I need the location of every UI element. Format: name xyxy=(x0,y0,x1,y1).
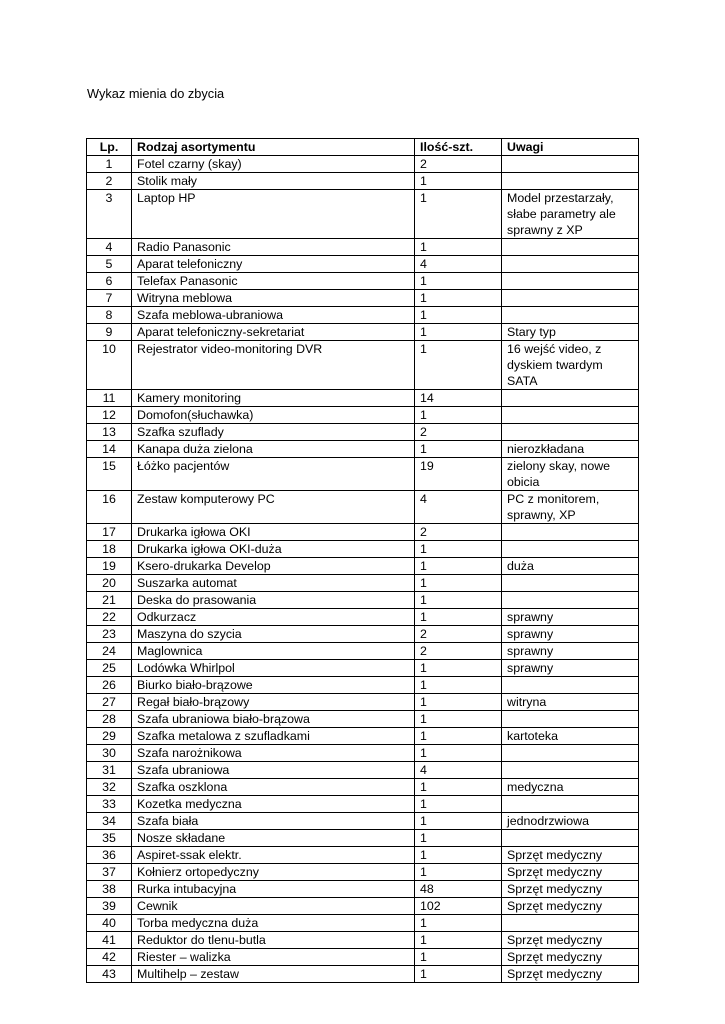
row-item-name: Aparat telefoniczny-sekretariat xyxy=(132,324,415,341)
row-lp: 37 xyxy=(87,864,132,881)
row-lp: 14 xyxy=(87,441,132,458)
row-notes xyxy=(502,256,639,273)
row-item-name: Szafka oszklona xyxy=(132,779,415,796)
table-row xyxy=(87,677,639,694)
row-item-name: Suszarka automat xyxy=(132,575,415,592)
row-quantity: 2 xyxy=(415,524,502,541)
row-lp: 29 xyxy=(87,728,132,745)
row-notes: jednodrzwiowa xyxy=(502,813,639,830)
row-quantity: 2 xyxy=(415,626,502,643)
row-quantity: 1 xyxy=(415,173,502,190)
row-lp: 4 xyxy=(87,239,132,256)
table-row xyxy=(87,524,639,541)
row-notes: Sprzęt medyczny xyxy=(502,898,639,915)
row-quantity: 1 xyxy=(415,307,502,324)
table-row xyxy=(87,694,639,711)
table-row xyxy=(87,424,639,441)
row-quantity: 1 xyxy=(415,558,502,575)
table-row xyxy=(87,813,639,830)
row-notes: Sprzęt medyczny xyxy=(502,949,639,966)
row-lp: 10 xyxy=(87,341,132,390)
row-quantity: 4 xyxy=(415,256,502,273)
row-lp: 13 xyxy=(87,424,132,441)
table-row xyxy=(87,643,639,660)
row-item-name: Odkurzacz xyxy=(132,609,415,626)
row-notes xyxy=(502,407,639,424)
row-item-name: Rejestrator video-monitoring DVR xyxy=(132,341,415,390)
row-lp: 15 xyxy=(87,458,132,491)
row-lp: 25 xyxy=(87,660,132,677)
row-notes xyxy=(502,575,639,592)
row-lp: 17 xyxy=(87,524,132,541)
table-row xyxy=(87,762,639,779)
row-notes xyxy=(502,156,639,173)
table-row xyxy=(87,966,639,983)
row-item-name: Telefax Panasonic xyxy=(132,273,415,290)
table-row xyxy=(87,458,639,491)
row-lp: 33 xyxy=(87,796,132,813)
row-notes: sprawny xyxy=(502,660,639,677)
row-lp: 27 xyxy=(87,694,132,711)
row-quantity: 1 xyxy=(415,864,502,881)
table-row xyxy=(87,626,639,643)
row-notes xyxy=(502,524,639,541)
row-quantity: 48 xyxy=(415,881,502,898)
row-notes: Sprzęt medyczny xyxy=(502,881,639,898)
table-row xyxy=(87,779,639,796)
header-lp: Lp. xyxy=(87,139,132,156)
row-lp: 26 xyxy=(87,677,132,694)
table-row xyxy=(87,273,639,290)
row-lp: 28 xyxy=(87,711,132,728)
row-item-name: Szafa biała xyxy=(132,813,415,830)
row-quantity: 1 xyxy=(415,694,502,711)
row-quantity: 1 xyxy=(415,728,502,745)
row-quantity: 1 xyxy=(415,290,502,307)
row-item-name: Multihelp – zestaw xyxy=(132,966,415,983)
row-lp: 35 xyxy=(87,830,132,847)
row-quantity: 1 xyxy=(415,575,502,592)
row-notes xyxy=(502,830,639,847)
table-row xyxy=(87,847,639,864)
table-row xyxy=(87,915,639,932)
row-item-name: Rurka intubacyjna xyxy=(132,881,415,898)
row-quantity: 2 xyxy=(415,643,502,660)
row-notes xyxy=(502,239,639,256)
row-quantity: 14 xyxy=(415,390,502,407)
table-row xyxy=(87,864,639,881)
row-quantity: 1 xyxy=(415,239,502,256)
row-item-name: Reduktor do tlenu-butla xyxy=(132,932,415,949)
row-quantity: 1 xyxy=(415,847,502,864)
row-item-name: Aparat telefoniczny xyxy=(132,256,415,273)
row-quantity: 1 xyxy=(415,677,502,694)
row-quantity: 1 xyxy=(415,915,502,932)
row-quantity: 1 xyxy=(415,660,502,677)
row-lp: 2 xyxy=(87,173,132,190)
row-item-name: Stolik mały xyxy=(132,173,415,190)
header-quantity: Ilość-szt. xyxy=(415,139,502,156)
row-notes: zielony skay, nowe obicia xyxy=(502,458,639,491)
row-notes xyxy=(502,273,639,290)
row-notes xyxy=(502,541,639,558)
table-row xyxy=(87,491,639,524)
row-item-name: Biurko biało-brązowe xyxy=(132,677,415,694)
table-row xyxy=(87,575,639,592)
row-lp: 20 xyxy=(87,575,132,592)
row-lp: 31 xyxy=(87,762,132,779)
row-item-name: Kozetka medyczna xyxy=(132,796,415,813)
row-lp: 16 xyxy=(87,491,132,524)
row-lp: 24 xyxy=(87,643,132,660)
row-notes: Sprzęt medyczny xyxy=(502,847,639,864)
row-quantity: 4 xyxy=(415,762,502,779)
row-quantity: 1 xyxy=(415,711,502,728)
row-quantity: 1 xyxy=(415,190,502,239)
row-quantity: 1 xyxy=(415,324,502,341)
row-item-name: Maszyna do szycia xyxy=(132,626,415,643)
row-quantity: 1 xyxy=(415,592,502,609)
table-row xyxy=(87,609,639,626)
row-notes: Sprzęt medyczny xyxy=(502,932,639,949)
row-notes: sprawny xyxy=(502,609,639,626)
row-item-name: Szafa meblowa-ubraniowa xyxy=(132,307,415,324)
table-row xyxy=(87,407,639,424)
row-notes xyxy=(502,745,639,762)
row-item-name: Deska do prasowania xyxy=(132,592,415,609)
row-quantity: 1 xyxy=(415,796,502,813)
table-row xyxy=(87,558,639,575)
row-notes: sprawny xyxy=(502,626,639,643)
row-notes: medyczna xyxy=(502,779,639,796)
row-item-name: Szafa ubraniowa xyxy=(132,762,415,779)
row-item-name: Kołnierz ortopedyczny xyxy=(132,864,415,881)
inventory-table xyxy=(86,138,639,983)
row-lp: 11 xyxy=(87,390,132,407)
table-row xyxy=(87,190,639,239)
row-item-name: Drukarka igłowa OKI-duża xyxy=(132,541,415,558)
row-lp: 12 xyxy=(87,407,132,424)
row-notes: 16 wejść video, z dyskiem twardym SATA xyxy=(502,341,639,390)
row-lp: 8 xyxy=(87,307,132,324)
row-lp: 7 xyxy=(87,290,132,307)
row-quantity: 1 xyxy=(415,830,502,847)
row-item-name: Cewnik xyxy=(132,898,415,915)
row-notes xyxy=(502,307,639,324)
table-row xyxy=(87,745,639,762)
row-notes xyxy=(502,390,639,407)
row-lp: 30 xyxy=(87,745,132,762)
row-item-name: Szafa narożnikowa xyxy=(132,745,415,762)
row-item-name: Aspiret-ssak elektr. xyxy=(132,847,415,864)
table-row xyxy=(87,541,639,558)
row-item-name: Kanapa duża zielona xyxy=(132,441,415,458)
row-notes: Model przestarzały, słabe parametry ale sprawny z XP xyxy=(502,190,639,239)
table-row xyxy=(87,156,639,173)
row-lp: 1 xyxy=(87,156,132,173)
row-quantity: 1 xyxy=(415,441,502,458)
table-row xyxy=(87,728,639,745)
row-item-name: Ksero-drukarka Develop xyxy=(132,558,415,575)
row-item-name: Maglownica xyxy=(132,643,415,660)
row-quantity: 2 xyxy=(415,156,502,173)
table-row xyxy=(87,660,639,677)
row-lp: 5 xyxy=(87,256,132,273)
row-notes: PC z monitorem, sprawny, XP xyxy=(502,491,639,524)
row-quantity: 1 xyxy=(415,609,502,626)
row-item-name: Domofon(słuchawka) xyxy=(132,407,415,424)
row-lp: 19 xyxy=(87,558,132,575)
row-quantity: 1 xyxy=(415,779,502,796)
table-row xyxy=(87,390,639,407)
row-notes: witryna xyxy=(502,694,639,711)
row-lp: 3 xyxy=(87,190,132,239)
row-lp: 42 xyxy=(87,949,132,966)
row-notes xyxy=(502,762,639,779)
row-item-name: Szafka szuflady xyxy=(132,424,415,441)
table-header-row xyxy=(87,139,639,156)
row-item-name: Riester – walizka xyxy=(132,949,415,966)
row-lp: 41 xyxy=(87,932,132,949)
row-item-name: Drukarka igłowa OKI xyxy=(132,524,415,541)
table-row xyxy=(87,173,639,190)
table-row xyxy=(87,592,639,609)
row-quantity: 1 xyxy=(415,341,502,390)
row-notes xyxy=(502,915,639,932)
row-item-name: Radio Panasonic xyxy=(132,239,415,256)
row-quantity: 1 xyxy=(415,273,502,290)
row-quantity: 1 xyxy=(415,932,502,949)
row-item-name: Szafa ubraniowa biało-brązowa xyxy=(132,711,415,728)
row-quantity: 102 xyxy=(415,898,502,915)
row-notes: Stary typ xyxy=(502,324,639,341)
row-notes: sprawny xyxy=(502,643,639,660)
row-notes xyxy=(502,711,639,728)
row-item-name: Łóżko pacjentów xyxy=(132,458,415,491)
row-item-name: Zestaw komputerowy PC xyxy=(132,491,415,524)
row-item-name: Laptop HP xyxy=(132,190,415,239)
row-notes xyxy=(502,173,639,190)
row-item-name: Kamery monitoring xyxy=(132,390,415,407)
table-row xyxy=(87,711,639,728)
header-notes: Uwagi xyxy=(502,139,639,156)
row-notes: nierozkładana xyxy=(502,441,639,458)
row-item-name: Szafka metalowa z szufladkami xyxy=(132,728,415,745)
row-item-name: Regał biało-brązowy xyxy=(132,694,415,711)
table-row xyxy=(87,949,639,966)
row-quantity: 1 xyxy=(415,949,502,966)
table-row xyxy=(87,341,639,390)
row-quantity: 1 xyxy=(415,541,502,558)
row-lp: 34 xyxy=(87,813,132,830)
row-lp: 38 xyxy=(87,881,132,898)
table-row xyxy=(87,324,639,341)
row-notes xyxy=(502,290,639,307)
row-quantity: 1 xyxy=(415,407,502,424)
row-item-name: Nosze składane xyxy=(132,830,415,847)
row-item-name: Witryna meblowa xyxy=(132,290,415,307)
table-row xyxy=(87,441,639,458)
row-quantity: 1 xyxy=(415,745,502,762)
table-row xyxy=(87,256,639,273)
row-quantity: 1 xyxy=(415,813,502,830)
row-lp: 43 xyxy=(87,966,132,983)
row-lp: 21 xyxy=(87,592,132,609)
row-lp: 18 xyxy=(87,541,132,558)
row-lp: 40 xyxy=(87,915,132,932)
row-lp: 36 xyxy=(87,847,132,864)
row-notes xyxy=(502,796,639,813)
row-quantity: 19 xyxy=(415,458,502,491)
row-notes: Sprzęt medyczny xyxy=(502,864,639,881)
row-lp: 6 xyxy=(87,273,132,290)
row-quantity: 1 xyxy=(415,966,502,983)
table-row xyxy=(87,830,639,847)
table-row xyxy=(87,796,639,813)
row-notes: kartoteka xyxy=(502,728,639,745)
table-row xyxy=(87,898,639,915)
row-item-name: Lodówka Whirlpol xyxy=(132,660,415,677)
table-row xyxy=(87,307,639,324)
row-notes xyxy=(502,677,639,694)
row-lp: 22 xyxy=(87,609,132,626)
row-lp: 32 xyxy=(87,779,132,796)
table-row xyxy=(87,881,639,898)
header-item-type: Rodzaj asortymentu xyxy=(132,139,415,156)
table-row xyxy=(87,932,639,949)
table-row xyxy=(87,239,639,256)
row-notes: duża xyxy=(502,558,639,575)
row-item-name: Fotel czarny (skay) xyxy=(132,156,415,173)
row-quantity: 4 xyxy=(415,491,502,524)
row-notes: Sprzęt medyczny xyxy=(502,966,639,983)
table-row xyxy=(87,290,639,307)
row-notes xyxy=(502,424,639,441)
row-quantity: 2 xyxy=(415,424,502,441)
row-lp: 23 xyxy=(87,626,132,643)
row-notes xyxy=(502,592,639,609)
row-item-name: Torba medyczna duża xyxy=(132,915,415,932)
row-lp: 9 xyxy=(87,324,132,341)
document-title: Wykaz mienia do zbycia xyxy=(87,86,225,101)
row-lp: 39 xyxy=(87,898,132,915)
